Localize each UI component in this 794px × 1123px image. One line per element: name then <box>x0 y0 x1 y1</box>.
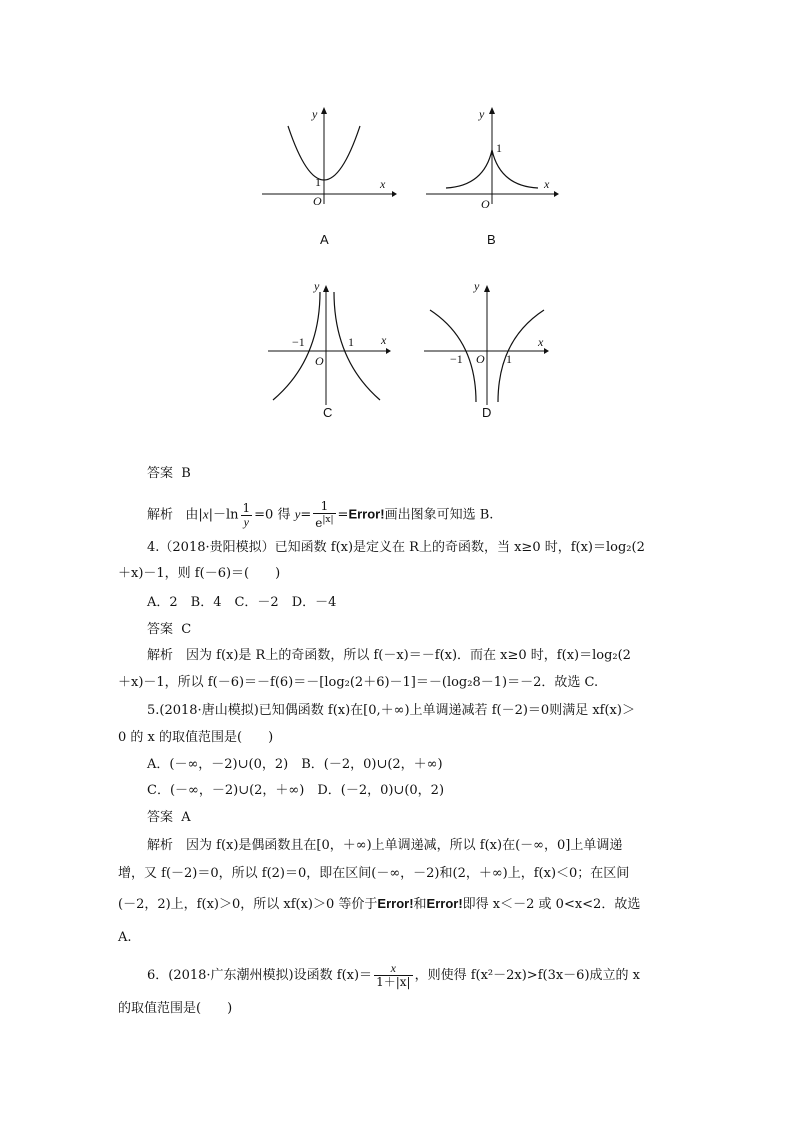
question-4-options: A．2 B．4 C．－2 D．－4 <box>147 595 337 610</box>
graph-c <box>268 280 398 405</box>
graph-c-caption: C <box>323 405 333 420</box>
solution-5-line-1: 解析 因为 f(x)是偶函数且在[0，＋∞)上单调递减，所以 f(x)在(－∞，0]上单调递 <box>147 838 623 853</box>
graph-d-curve-right <box>498 310 544 402</box>
sol3-text-e: = <box>337 507 349 523</box>
question-5-line-2: 0 的 x 的取值范围是( ) <box>118 730 274 745</box>
answer-value: A <box>181 810 191 825</box>
sol5-error-1: Error! <box>377 896 414 911</box>
answer-label: 答案 <box>147 622 174 637</box>
sol3-var-y: y <box>294 506 301 522</box>
answer-5 <box>147 808 191 828</box>
graph-d-plot <box>424 280 559 405</box>
answer-label: 答案 <box>147 466 174 481</box>
sol3-f2-base: e <box>315 516 323 530</box>
graph-a-y-label: y <box>312 107 318 121</box>
graph-c-origin: O <box>315 354 324 368</box>
graph-d-x-label: x <box>538 335 544 349</box>
graph-a-origin: O <box>313 194 322 208</box>
graph-c-plot <box>268 280 398 405</box>
graph-c-curve-right <box>334 292 380 400</box>
sol3-text-f: 画出图象可知选 B. <box>384 507 494 523</box>
graph-a-plot <box>262 104 397 208</box>
q6-f-num: x <box>374 962 413 976</box>
sol3-f2-exp: |x| <box>322 515 334 525</box>
solution-label: 解析 <box>147 507 174 523</box>
sol3-f1-num: 1 <box>242 500 251 515</box>
graph-b-tick: 1 <box>496 141 502 155</box>
sol5-text-c: 即得 x＜－2 或 0<x<2．故选 <box>462 897 641 912</box>
graph-b <box>426 104 561 211</box>
sol3-text-d: = <box>300 507 312 523</box>
solution-5-line-4: A. <box>118 930 132 945</box>
graph-d-y-label: y <box>474 279 480 293</box>
sol3-text-a: 由| <box>185 507 203 523</box>
solution-5-line-3 <box>118 894 640 915</box>
answer-value: B <box>181 466 191 481</box>
sol3-fraction-2 <box>313 500 335 530</box>
solution-5-line-2: 增，又 f(－2)＝0，所以 f(2)＝0，即在区间(－∞，－2)和(2，＋∞)上，f(x)＜0；在区间 <box>118 866 630 881</box>
graph-a-tick: 1 <box>315 175 321 189</box>
answer-4 <box>147 620 191 640</box>
sol5-text-b: 和 <box>413 897 427 912</box>
graph-b-plot <box>426 104 561 211</box>
question-5-line-1: 5.(2018·唐山模拟)已知偶函数 f(x)在[0,＋∞)上单调递减若 f(－2)＝0则满足 xf(x)＞ <box>147 703 635 718</box>
graph-b-x-label: x <box>544 177 550 191</box>
graph-c-tick-neg: −1 <box>292 335 305 349</box>
graph-d-tick-neg: −1 <box>450 352 463 366</box>
graph-a-caption: A <box>320 232 329 247</box>
sol3-fraction-1 <box>241 502 253 529</box>
q6-text-b: ，则使得 f(x²－2x)>f(3x－6)成立的 x <box>414 968 640 983</box>
question-4-line-1: 4.（2018·贵阳模拟）已知函数 f(x)是定义在 R上的奇函数，当 x≥0 时，f(x)＝log₂(2 <box>147 540 645 555</box>
sol3-f2-num: 1 <box>313 500 335 514</box>
graph-c-y-label: y <box>314 279 320 293</box>
sol3-text-b: |－ln <box>208 507 239 523</box>
sol3-f1-den: y <box>243 514 249 529</box>
solution-4-line-1: 解析 因为 f(x)是 R上的奇函数，所以 f(－x)＝－f(x)．而在 x≥0 时，f(x)＝log₂(2 <box>147 648 631 663</box>
graph-a-x-label: x <box>380 177 386 191</box>
sol5-error-2: Error! <box>426 896 463 911</box>
solution-3 <box>147 500 493 530</box>
question-4-line-2: ＋x)－1，则 f(－6)＝( ) <box>118 566 281 581</box>
question-5-options-2: C．(－∞，－2)∪(2，＋∞) D．(－2，0)∪(0，2) <box>147 783 445 798</box>
question-6-line-2: 的取值范围是( ) <box>118 1001 233 1016</box>
question-5-options-1: A．(－∞，－2)∪(0，2) B．(－2，0)∪(2，＋∞) <box>147 757 443 772</box>
answer-label: 答案 <box>147 810 174 825</box>
sol3-text-c: =0 得 <box>254 507 291 523</box>
graph-d-tick-pos: 1 <box>506 352 512 366</box>
solution-4-line-2: ＋x)－1，所以 f(－6)＝－f(6)＝－[log₂(2＋6)－1]＝－(log₂8－1)＝－2．故选 C. <box>118 675 599 690</box>
graph-d-origin: O <box>476 352 485 366</box>
graph-c-tick-pos: 1 <box>348 335 354 349</box>
sol3-error: Error! <box>348 506 385 522</box>
q6-fraction <box>374 962 413 989</box>
sol5-text-a: (－2，2)上，f(x)＞0，所以 xf(x)＞0 等价于 <box>118 897 378 912</box>
graph-b-origin: O <box>481 197 490 211</box>
answer-value: C <box>181 622 192 637</box>
graph-b-caption: B <box>487 232 496 247</box>
graph-a <box>262 104 397 208</box>
answer-3 <box>147 464 191 484</box>
sol3-var-x: x <box>202 506 209 522</box>
q6-text-a: 6．(2018·广东潮州模拟)设函数 f(x)＝ <box>147 968 373 983</box>
graph-d <box>424 280 559 405</box>
graph-b-y-label: y <box>479 107 485 121</box>
q6-f-den: 1＋|x| <box>376 975 411 989</box>
graph-c-x-label: x <box>381 333 387 347</box>
sol3-f2-den <box>313 514 335 530</box>
graph-d-caption: D <box>482 405 492 420</box>
question-6-line-1 <box>147 962 640 989</box>
